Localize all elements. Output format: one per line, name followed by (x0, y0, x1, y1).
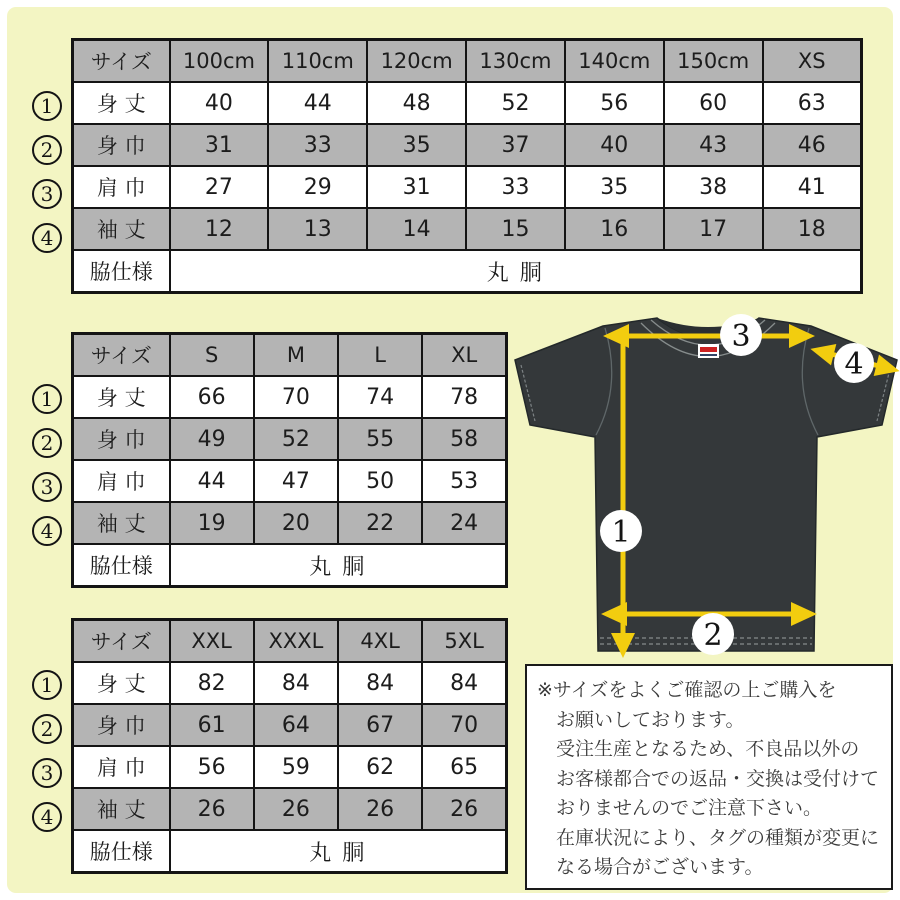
measurement-value: 41 (763, 166, 862, 208)
measurement-value: 26 (338, 788, 422, 830)
measurement-value: 63 (763, 82, 862, 124)
measurement-value: 31 (170, 124, 269, 166)
row-label: 肩 巾 (73, 166, 170, 208)
header-row (73, 40, 862, 83)
size-column-header: 5XL (422, 620, 506, 663)
measurement-value: 67 (338, 704, 422, 746)
marker-slot (29, 216, 65, 260)
note-line: おりませんのでご注意下さい。 (556, 797, 823, 819)
measurement-value: 52 (254, 418, 338, 460)
measurement-row (73, 418, 507, 460)
size-header-label: サイズ (73, 620, 170, 663)
size-column-header: 4XL (338, 620, 422, 663)
measurement-value: 50 (338, 460, 422, 502)
measurement-value: 33 (268, 124, 367, 166)
tshirt-measurement-diagram (505, 306, 900, 668)
measurement-value: 70 (254, 376, 338, 418)
marker-label-2: 2 (703, 618, 723, 653)
row-label: 身 巾 (73, 704, 170, 746)
size-column-header: M (254, 334, 338, 377)
measurement-value: 53 (422, 460, 506, 502)
measurement-row (73, 788, 507, 830)
circled-number-4: 4 (32, 802, 62, 832)
size-column-header: 150cm (664, 40, 763, 83)
measurement-row (73, 502, 507, 544)
measurement-value: 40 (170, 82, 269, 124)
note-line: 在庫状況により、タグの種類が変更に (556, 826, 880, 849)
measurement-value: 22 (338, 502, 422, 544)
marker-slot (29, 84, 65, 128)
measurement-value: 84 (422, 662, 506, 704)
measurement-value: 82 (170, 662, 254, 704)
size-table-s-xl (71, 332, 508, 588)
row-label: 身 巾 (73, 418, 170, 460)
size-table-xxl-5xl (71, 618, 508, 874)
measurement-value: 74 (338, 376, 422, 418)
footer-value: 丸 胴 (170, 830, 507, 873)
note-line: お願いしております。 (556, 708, 745, 731)
row-label: 肩 巾 (73, 460, 170, 502)
measurement-value: 44 (268, 82, 367, 124)
measurement-value: 61 (170, 704, 254, 746)
circled-number-3: 3 (32, 758, 62, 788)
measurement-value: 37 (466, 124, 565, 166)
footer-row (73, 544, 507, 587)
size-column-header: L (338, 334, 422, 377)
marker-slot (29, 421, 65, 465)
measurement-value: 49 (170, 418, 254, 460)
measurement-row (73, 460, 507, 502)
measurement-value: 56 (170, 746, 254, 788)
footer-label: 脇仕様 (73, 830, 170, 873)
measurement-value: 59 (254, 746, 338, 788)
measurement-row (73, 746, 507, 788)
measurement-value: 26 (254, 788, 338, 830)
row-label: 肩 巾 (73, 746, 170, 788)
size-column-header: S (170, 334, 254, 377)
marker-slot (29, 663, 65, 707)
size-column-header: 120cm (367, 40, 466, 83)
row-label: 袖 丈 (73, 788, 170, 830)
note-line: お客様都合での返品・交換は受付けて (556, 767, 880, 790)
note-line: 受注生産となるため、不良品以外の (556, 738, 860, 760)
measurement-value: 12 (170, 208, 269, 250)
measurement-value: 26 (422, 788, 506, 830)
size-table (71, 618, 508, 874)
size-column-header: 130cm (466, 40, 565, 83)
measurement-value: 13 (268, 208, 367, 250)
measurement-value: 48 (367, 82, 466, 124)
footer-row (73, 830, 507, 873)
measurement-value: 56 (565, 82, 664, 124)
size-table (71, 332, 508, 588)
note-line: ※サイズをよくご確認の上ご購入を (537, 679, 837, 701)
measurement-value: 19 (170, 502, 254, 544)
size-table-kids-xs (71, 38, 863, 294)
marker-label-1: 1 (611, 515, 631, 550)
measurement-value: 66 (170, 376, 254, 418)
size-column-header: 140cm (565, 40, 664, 83)
measurement-value: 15 (466, 208, 565, 250)
measurement-row (73, 208, 862, 250)
footer-label: 脇仕様 (73, 250, 170, 293)
row-label: 袖 丈 (73, 208, 170, 250)
row-markers-table-2 (29, 377, 65, 553)
row-label: 身 巾 (73, 124, 170, 166)
neck-tag (698, 344, 719, 358)
size-column-header: XXL (170, 620, 254, 663)
size-column-header: 100cm (170, 40, 269, 83)
measurement-value: 18 (763, 208, 862, 250)
measurement-value: 26 (170, 788, 254, 830)
row-label: 袖 丈 (73, 502, 170, 544)
measurement-value: 60 (664, 82, 763, 124)
footer-value: 丸 胴 (170, 250, 862, 293)
circled-number-4: 4 (32, 516, 62, 546)
marker-slot (29, 377, 65, 421)
measurement-row (73, 376, 507, 418)
purchase-note-box (525, 664, 893, 890)
circled-number-2: 2 (32, 135, 62, 165)
size-column-header: XS (763, 40, 862, 83)
measurement-value: 16 (565, 208, 664, 250)
header-row (73, 620, 507, 663)
measurement-value: 27 (170, 166, 269, 208)
row-label: 身 丈 (73, 82, 170, 124)
measurement-value: 70 (422, 704, 506, 746)
size-column-header: XL (422, 334, 506, 377)
measurement-value: 35 (367, 124, 466, 166)
measurement-value: 40 (565, 124, 664, 166)
marker-slot (29, 751, 65, 795)
measurement-value: 29 (268, 166, 367, 208)
footer-value: 丸 胴 (170, 544, 507, 587)
row-markers-table-3 (29, 663, 65, 839)
measurement-value: 14 (367, 208, 466, 250)
measurement-value: 31 (367, 166, 466, 208)
measurement-value: 44 (170, 460, 254, 502)
marker-slot (29, 707, 65, 751)
row-label: 身 丈 (73, 376, 170, 418)
measurement-row (73, 704, 507, 746)
measurement-value: 55 (338, 418, 422, 460)
measurement-value: 20 (254, 502, 338, 544)
measurement-value: 46 (763, 124, 862, 166)
marker-slot (29, 465, 65, 509)
measurement-value: 47 (254, 460, 338, 502)
measurement-row (73, 124, 862, 166)
size-column-header: XXXL (254, 620, 338, 663)
measurement-value: 17 (664, 208, 763, 250)
measurement-value: 84 (338, 662, 422, 704)
marker-slot (29, 509, 65, 553)
marker-label-4: 4 (844, 347, 864, 382)
circled-number-2: 2 (32, 428, 62, 458)
size-table (71, 38, 863, 294)
circled-number-1: 1 (32, 384, 62, 414)
measurement-value: 84 (254, 662, 338, 704)
measurement-value: 64 (254, 704, 338, 746)
circled-number-1: 1 (32, 91, 62, 121)
circled-number-4: 4 (32, 223, 62, 253)
measurement-value: 52 (466, 82, 565, 124)
measurement-value: 62 (338, 746, 422, 788)
measurement-row (73, 662, 507, 704)
page-background (7, 7, 893, 893)
circled-number-1: 1 (32, 670, 62, 700)
marker-label-3: 3 (731, 319, 751, 354)
marker-slot (29, 128, 65, 172)
measurement-value: 35 (565, 166, 664, 208)
header-row (73, 334, 507, 377)
footer-label: 脇仕様 (73, 544, 170, 587)
measurement-value: 78 (422, 376, 506, 418)
size-column-header: 110cm (268, 40, 367, 83)
measurement-value: 38 (664, 166, 763, 208)
marker-slot (29, 172, 65, 216)
measurement-value: 24 (422, 502, 506, 544)
footer-row (73, 250, 862, 293)
measurement-value: 43 (664, 124, 763, 166)
circled-number-2: 2 (32, 714, 62, 744)
note-line: なる場合がございます。 (556, 856, 764, 878)
circled-number-3: 3 (32, 472, 62, 502)
circled-number-3: 3 (32, 179, 62, 209)
size-header-label: サイズ (73, 40, 170, 83)
row-markers-table-1 (29, 84, 65, 260)
measurement-row (73, 82, 862, 124)
measurement-row (73, 166, 862, 208)
size-header-label: サイズ (73, 334, 170, 377)
measurement-value: 58 (422, 418, 506, 460)
measurement-value: 33 (466, 166, 565, 208)
measurement-value: 65 (422, 746, 506, 788)
row-label: 身 丈 (73, 662, 170, 704)
marker-slot (29, 795, 65, 839)
